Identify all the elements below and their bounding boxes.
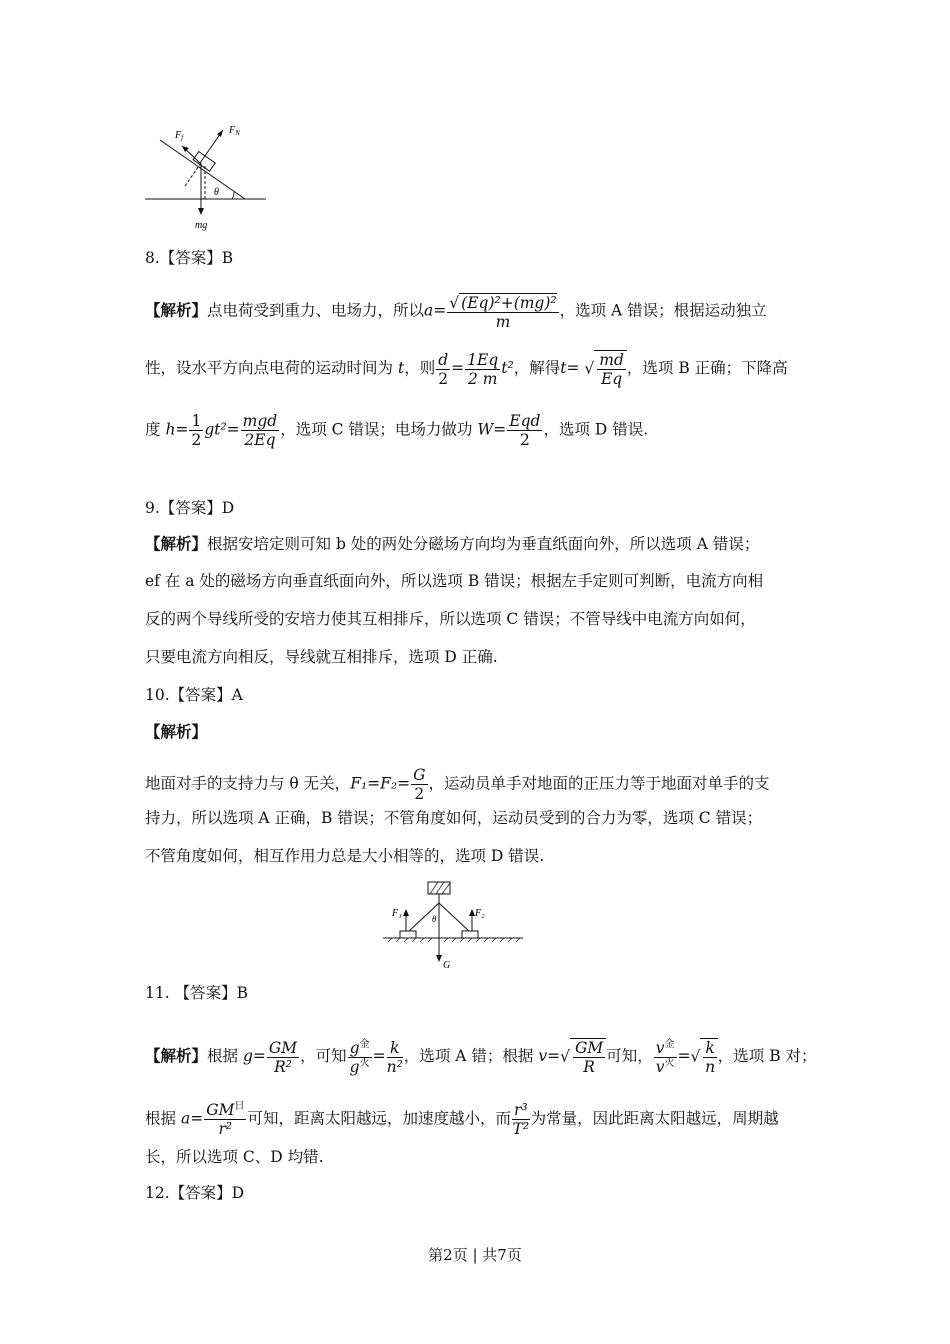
q11-answer-title: 11. 【答案】B [145, 984, 248, 1002]
q12-answer-title: 12.【答案】D [145, 1184, 245, 1202]
handstand-force-diagram [380, 876, 530, 971]
page-footer: 第2页 | 共7页 [428, 1246, 522, 1264]
f2-label: F₂ [475, 908, 485, 919]
q10-answer-title: 10.【答案】A [145, 686, 243, 704]
q9-answer-title: 9.【答案】D [145, 499, 235, 517]
q10-explanation-line3: 不管角度如何，相互作用力总是大小相等的，选项 D 错误. [145, 847, 545, 865]
theta-label: θ [432, 914, 437, 924]
q10-explanation-line2: 持力，所以选项 A 正确，B 错误；不管角度如何，运动员受到的合力为零，选项 C 错误； [145, 809, 763, 827]
q10-explanation-line1: 地面对手的支持力与 θ 无关，F₁=F₂= $\frac{G}{2}$ ，运动员单手对地面的正压力等于地面对单手的支 [145, 766, 770, 803]
incline-line [160, 140, 245, 199]
f1-label: F₁ [392, 908, 402, 919]
g-label: G [443, 960, 451, 971]
fn-label: $F_N$ [229, 125, 240, 137]
q9-explanation-line4: 只要电流方向相反，导线就互相排斥，选项 D 正确. [145, 648, 498, 666]
q8-answer-title: 8.【答案】B [145, 249, 234, 267]
q8-explanation-line2: 性，设水平方向点电荷的运动时间为 t，则 $\frac{d}{2}$ = $\frac{1Eq}{2 m}$ t²，解得t= √ $\frac{md}{Eq}$ ，选项 B 正确；下降高 [145, 350, 788, 388]
q11-explanation-line1: 【解析】根据 g= $\frac{GM}{\text{R²}}$ ，可知 $\frac{g^金}{g^火}$ = $\frac{k}{\text{n²}}$ ，选项 A 错；根据 v=√ $\frac{GM}{R}$ 可知， $\frac{v^金}{v^火}$ =√ $\frac{k}{n}$ ，选项 B 对； [145, 1038, 817, 1076]
left-hand [400, 931, 416, 938]
mg-label: mg [195, 220, 208, 231]
ff-label: $F_f$ [175, 130, 184, 142]
q9-explanation-line2: ef 在 a 处的磁场方向垂直纸面向外，所以选项 B 错误；根据左手定则可判断，电流方向相 [145, 572, 764, 590]
q10-label: 【解析】 [145, 722, 208, 741]
right-hand [462, 931, 478, 938]
theta-label: θ [214, 187, 219, 198]
q9-explanation-line1: 【解析】根据安培定则可知 b 处的两处分磁场方向均为垂直纸面向外，所以选项 A 错误； [145, 534, 760, 553]
q11-explanation-line2: 根据 a= $\frac{GM^日}{\text{r²}}$ 可知，距离太阳越远，加速度越小，而 $\frac{\text{r³}}{\text{T²}}$ 为常量，因此距离太阳越远，周期越 [145, 1100, 779, 1138]
q11-explanation-line3: 长，所以选项 C、D 均错. [145, 1148, 324, 1166]
right-arm [439, 903, 470, 932]
q8-explanation-line1: 【解析】点电荷受到重力、电场力，所以a= $\frac{\text{√ (Eq)²+(mg)²}}{m}$ ，选项 A 错误；根据运动独立 [145, 293, 767, 331]
incline-force-diagram [140, 118, 275, 233]
q8-explanation-line3: 度 h= $\frac{1}{2}$ gt²= $\frac{\text{mgd}}{2Eq}$ ，选项 C 错误；电场力做功 W= $\frac{\text{Eqd}}{2}$ ，选项 D 错误. [145, 412, 649, 449]
q9-explanation-line3: 反的两个导线所受的安培力使其互相排斥，所以选项 C 错误；不管导线中电流方向如何， [145, 610, 756, 628]
block [193, 152, 215, 172]
